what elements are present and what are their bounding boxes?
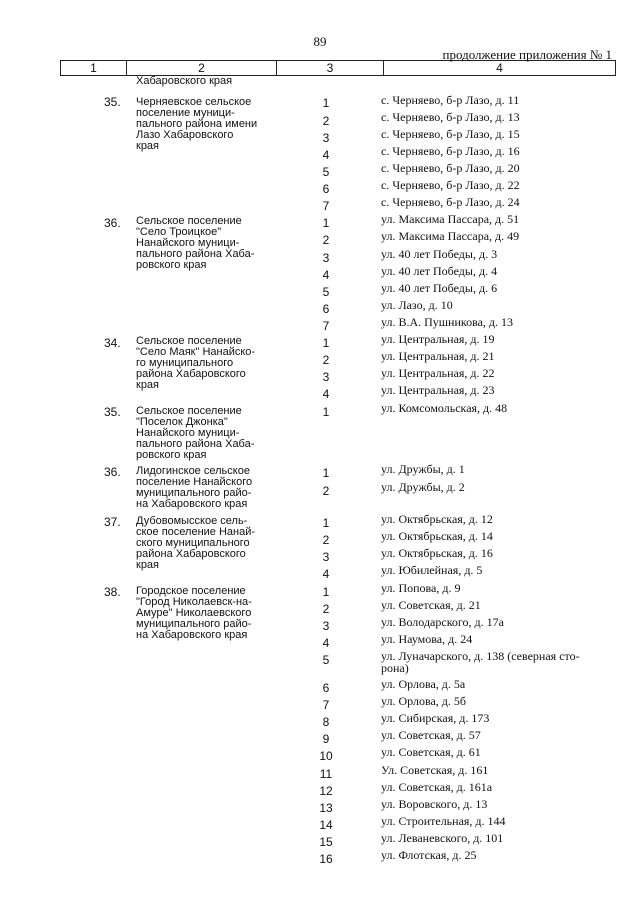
row-address: с. Черняево, б-р Лазо, д. 20 bbox=[381, 161, 520, 175]
row-address: ул. 40 лет Победы, д. 6 bbox=[381, 281, 498, 295]
row-index: 6 bbox=[322, 302, 330, 316]
row-address: ул. Советская, д. 161а bbox=[381, 780, 493, 794]
row-index: 6 bbox=[322, 182, 330, 196]
row-address: ул. Флотская, д. 25 bbox=[381, 848, 477, 862]
row-address: ул. Попова, д. 9 bbox=[381, 581, 461, 595]
row-index: 4 bbox=[322, 387, 330, 401]
row-address: ул. Советская, д. 21 bbox=[381, 598, 481, 612]
row-address: ул. Центральная, д. 22 bbox=[381, 366, 495, 380]
row-index: 1 bbox=[322, 216, 330, 230]
carry-over-text: Хабаровского края bbox=[136, 75, 233, 87]
row-address: ул. Орлова, д. 5а bbox=[381, 677, 466, 691]
row-address: с. Черняево, б-р Лазо, д. 13 bbox=[381, 110, 520, 124]
row-address: ул. Советская, д. 61 bbox=[381, 745, 481, 759]
row-address: ул. Центральная, д. 23 bbox=[381, 383, 495, 397]
row-index: 1 bbox=[322, 96, 330, 110]
row-address: ул. 40 лет Победы, д. 4 bbox=[381, 264, 498, 278]
row-index: 3 bbox=[322, 619, 330, 633]
row-index: 13 bbox=[319, 801, 333, 815]
entry-name: Черняевское сельское поселение муници- пального района имени Лазо Хабаровского края bbox=[136, 96, 258, 152]
row-index: 12 bbox=[319, 784, 333, 798]
row-index: 2 bbox=[322, 114, 330, 128]
header-col-3: 3 bbox=[277, 61, 384, 75]
row-address: с. Черняево, б-р Лазо, д. 22 bbox=[381, 178, 520, 192]
row-address: с. Черняево, б-р Лазо, д. 16 bbox=[381, 144, 520, 158]
row-address: ул. Луначарского, д. 138 (северная сто- рона) bbox=[381, 649, 580, 675]
row-address: ул. Дружбы, д. 2 bbox=[381, 480, 465, 494]
row-address: ул. Воровского, д. 13 bbox=[381, 797, 488, 811]
row-address: ул. Лазо, д. 10 bbox=[381, 298, 453, 312]
entry-number: 36. bbox=[104, 465, 121, 479]
row-index: 1 bbox=[322, 336, 330, 350]
row-index: 2 bbox=[322, 602, 330, 616]
entry-number: 34. bbox=[104, 336, 121, 350]
row-address: ул. Дружбы, д. 1 bbox=[381, 462, 465, 476]
row-address: с. Черняево, б-р Лазо, д. 11 bbox=[381, 93, 520, 107]
row-address: ул. Наумова, д. 24 bbox=[381, 632, 473, 646]
row-index: 16 bbox=[319, 852, 333, 866]
row-address: ул. Комсомольская, д. 48 bbox=[381, 401, 508, 415]
row-index: 5 bbox=[322, 653, 330, 667]
row-address: ул. Строительная, д. 144 bbox=[381, 814, 506, 828]
entry-name: Городское поселение "Город Николаевск-на- Амуре" Николаевского муниципального райо- на Хабаровского края bbox=[136, 585, 252, 641]
row-address: ул. Советская, д. 57 bbox=[381, 728, 481, 742]
row-index: 10 bbox=[319, 749, 333, 763]
entry-name: Дубовомысское сель- ское поселение Нанай- ского муниципального района Хабаровского края bbox=[136, 515, 256, 571]
row-address: Ул. Советская, д. 161 bbox=[381, 763, 489, 777]
row-index: 1 bbox=[322, 585, 330, 599]
entry-name: Сельское поселение "Поселок Джонка" Нанайского муници- пального района Хаба- ровского края bbox=[136, 405, 255, 461]
row-index: 1 bbox=[322, 405, 330, 419]
row-index: 2 bbox=[322, 353, 330, 367]
entry-name: Лидогинское сельское поселение Нанайского муниципального райо- на Хабаровского края bbox=[136, 465, 253, 510]
row-address: ул. Центральная, д. 19 bbox=[381, 332, 495, 346]
row-index: 14 bbox=[319, 818, 333, 832]
row-address: ул. В.А. Пушникова, д. 13 bbox=[381, 315, 514, 329]
row-index: 5 bbox=[322, 285, 330, 299]
row-address: с. Черняево, б-р Лазо, д. 24 bbox=[381, 195, 520, 209]
row-address: ул. Володарского, д. 17а bbox=[381, 615, 504, 629]
row-address: ул. Юбилейная, д. 5 bbox=[381, 563, 483, 577]
row-index: 4 bbox=[322, 148, 330, 162]
page-number: 89 bbox=[313, 34, 327, 49]
row-index: 1 bbox=[322, 516, 330, 530]
row-index: 3 bbox=[322, 550, 330, 564]
table-header bbox=[60, 60, 616, 76]
row-index: 15 bbox=[319, 835, 333, 849]
row-index: 4 bbox=[322, 567, 330, 581]
entry-number: 38. bbox=[104, 585, 121, 599]
entry-name: Сельское поселение "Село Троицкое" Нанайского муници- пального района Хаба- ровского края bbox=[136, 215, 255, 271]
row-address: ул. Октябрьская, д. 12 bbox=[381, 512, 493, 526]
row-index: 7 bbox=[322, 319, 330, 333]
row-address: с. Черняево, б-р Лазо, д. 15 bbox=[381, 127, 520, 141]
header-col-1: 1 bbox=[61, 61, 127, 75]
row-index: 3 bbox=[322, 131, 330, 145]
row-address: ул. Октябрьская, д. 14 bbox=[381, 529, 493, 543]
row-address: ул. Орлова, д. 5б bbox=[381, 694, 467, 708]
row-index: 7 bbox=[322, 199, 330, 213]
row-address: ул. Сибирская, д. 173 bbox=[381, 711, 490, 725]
row-address: ул. Максима Пассара, д. 51 bbox=[381, 212, 520, 226]
row-index: 4 bbox=[322, 268, 330, 282]
row-index: 9 bbox=[322, 732, 330, 746]
header-col-4: 4 bbox=[496, 61, 503, 75]
header-col-2: 2 bbox=[127, 61, 277, 75]
row-index: 8 bbox=[322, 715, 330, 729]
entry-number: 37. bbox=[104, 515, 121, 529]
row-address: ул. 40 лет Победы, д. 3 bbox=[381, 247, 498, 261]
row-address: ул. Центральная, д. 21 bbox=[381, 349, 495, 363]
row-index: 6 bbox=[322, 681, 330, 695]
entry-number: 35. bbox=[104, 405, 121, 419]
row-index: 7 bbox=[322, 698, 330, 712]
continuation-label: продолжение приложения № 1 bbox=[442, 47, 612, 62]
entry-number: 36. bbox=[104, 216, 121, 230]
entry-number: 35. bbox=[104, 95, 121, 109]
row-index: 2 bbox=[322, 484, 330, 498]
row-index: 2 bbox=[322, 533, 330, 547]
row-address: ул. Леваневского, д. 101 bbox=[381, 831, 504, 845]
entry-name: Сельское поселение "Село Маяк" Нанайско- го муниципального района Хабаровского края bbox=[136, 335, 256, 391]
row-address: ул. Октябрьская, д. 16 bbox=[381, 546, 493, 560]
row-index: 4 bbox=[322, 636, 330, 650]
row-index: 3 bbox=[322, 251, 330, 265]
row-index: 11 bbox=[319, 767, 333, 781]
row-index: 1 bbox=[322, 466, 330, 480]
row-index: 5 bbox=[322, 165, 330, 179]
row-index: 2 bbox=[322, 233, 330, 247]
row-index: 3 bbox=[322, 370, 330, 384]
row-address: ул. Максима Пассара, д. 49 bbox=[381, 229, 520, 243]
